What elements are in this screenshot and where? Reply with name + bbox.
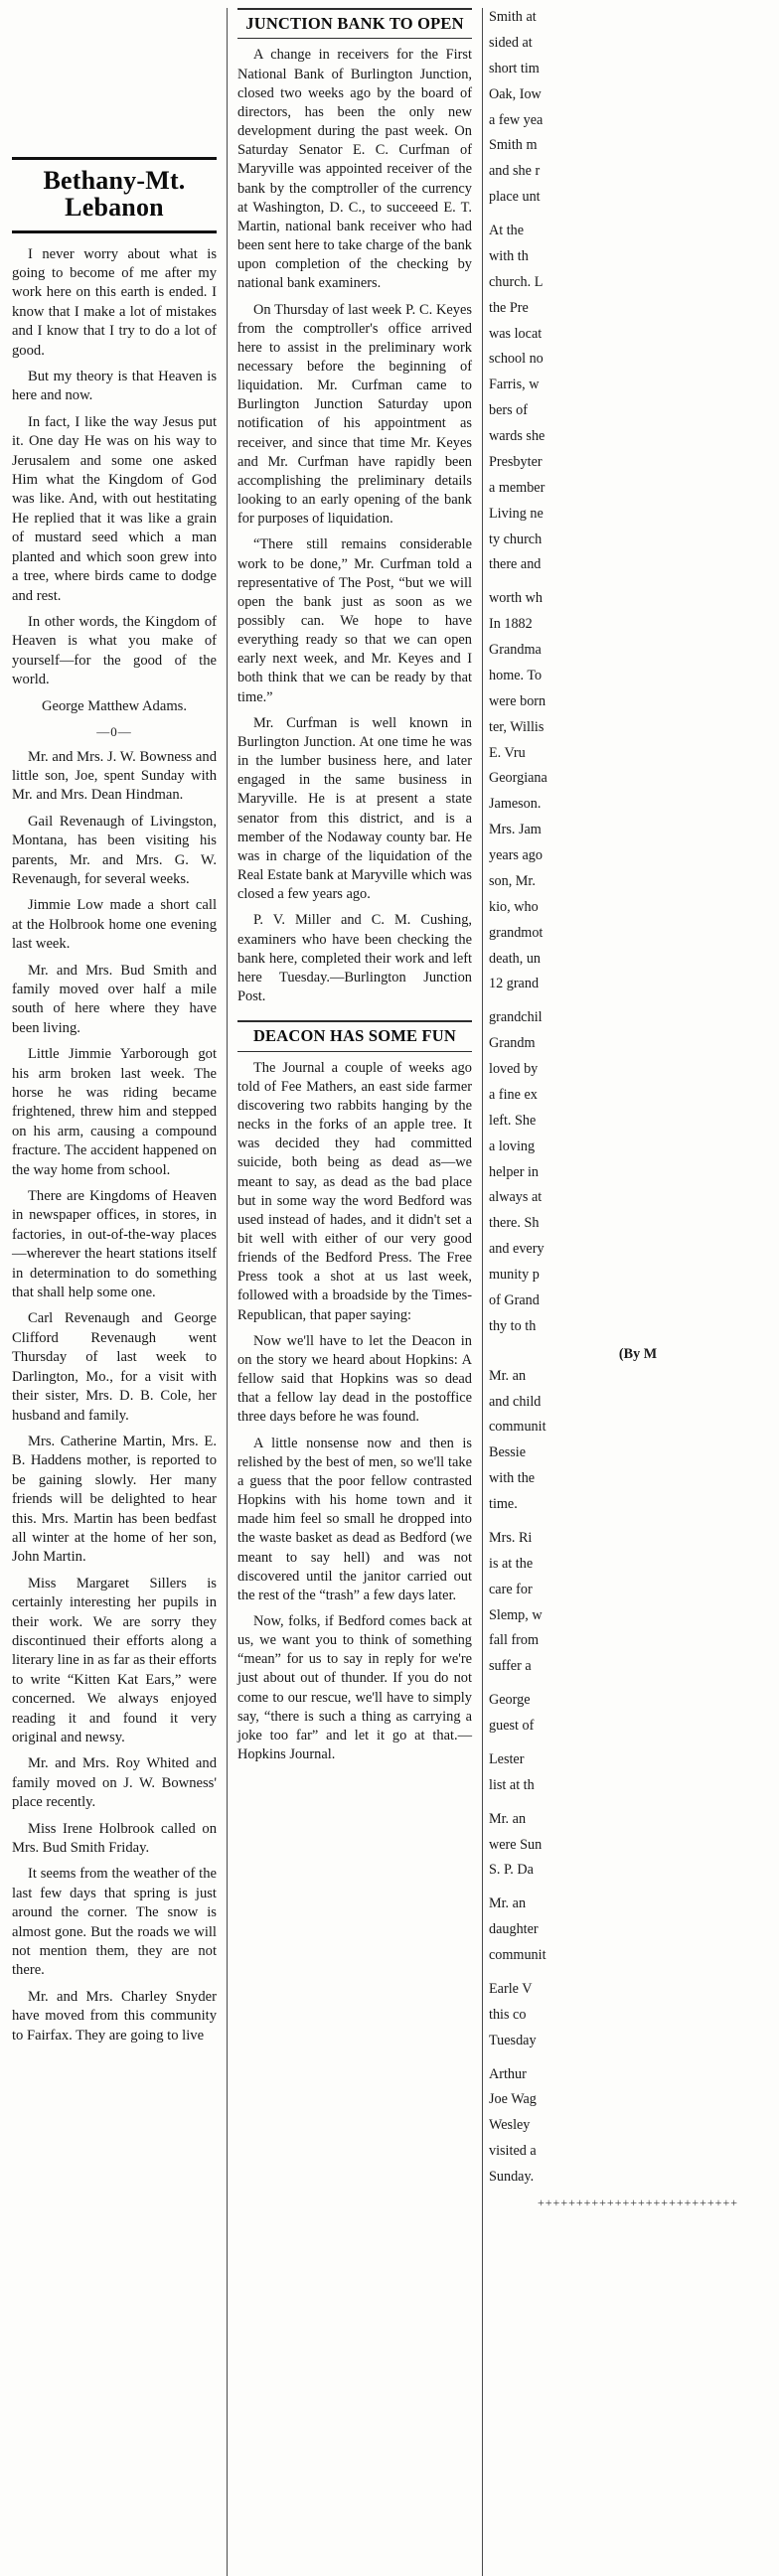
clipped-line: Living ne [489,505,544,522]
clipped-line: was locat [489,325,543,342]
headline-rule-top [237,1020,472,1022]
article-paragraph: In other words, the Kingdom of Heaven is what you make of yourself—for the good of the world. [12,613,217,688]
clipped-line: guest of [489,1718,535,1734]
clipped-line: George [489,1692,531,1709]
clipped-subhead: (By M [618,1345,658,1362]
column-center [227,8,483,2576]
spacer [489,581,773,589]
spacer [489,1802,773,1810]
article-paragraph: Mr. Curfman is well known in Burlington Junction. At one time he was in the lumber business here, and later engaged in the same business in Maryville. He is at present a state senator from this district, and is a member of the Nodaway county bar. He was in charge of the liquidation of the Real Estate bank at Maryville which was closed a few years ago. [237,714,472,903]
clipped-text-block [489,8,773,2208]
clipped-line: Wesley [489,2117,531,2134]
article-paragraph: Now, folks, if Bedford comes back at us, we want you to think of something “mean” for us to say in reply for we're just about out of thunder. If you do not come to our rescue, we'll have to simply say, “there is such a thing as carrying a joke too far” and let it go at that.—Hopkins Journal. [237,1612,472,1763]
masthead [12,157,217,233]
clipped-line: communit [489,1947,546,1963]
clipped-line: wards she [489,428,545,444]
headline-junction-bank: JUNCTION BANK TO OPEN [245,14,464,33]
clipped-line: Grandm [489,1035,536,1052]
headline-rule-bottom [237,1051,472,1052]
clipped-line: left. She [489,1112,537,1129]
article-paragraph: But my theory is that Heaven is here and now. [12,369,217,404]
clipped-line: sided at [489,34,533,51]
spacer [489,2057,773,2065]
headline-deacon-has-some-fun: DEACON HAS SOME FUN [252,1026,457,1046]
clipped-line: Farris, w [489,377,540,393]
article-paragraph: In fact, I like the way Jesus put it. One day He was on his way to Jerusalem and some one asked Him what the Kingdom of God was like. And, with out hestitating He replied that it was like a grain of mustard seed which a man planted and which soon grew into a tree, where birds came to dodge and rest. [12,413,217,604]
clipped-line: Presbyter [489,453,543,470]
clipped-line: kio, who [489,898,539,915]
clipped-line: is at the [489,1555,534,1572]
clipped-line: Earle V [489,1980,533,1997]
clipped-line: Mrs. Ri [489,1529,533,1546]
clipped-line: worth wh [489,590,543,607]
news-item: It seems from the weather of the last few days that spring is just around the corner. The snow is almost gone. But the roads we will not mention them, they are not there. [12,1866,217,1979]
clipped-line: were born [489,692,546,709]
clipped-line: Arthur [489,2065,527,2082]
news-item: Mr. and Mrs. Roy Whited and family moved on J. W. Bowness' place recently. [12,1755,217,1811]
clipped-line: helper in [489,1163,540,1180]
clipped-line: were Sun [489,1836,543,1853]
clipped-line: this co [489,2006,527,2023]
clipped-line: and every [489,1241,545,1258]
spacer [489,214,773,222]
clipped-line: munity p [489,1267,540,1283]
clipped-line: In 1882 [489,616,533,633]
clipped-line: daughter [489,1921,539,1938]
clipped-line: years ago [489,847,543,863]
news-item: Mr. and Mrs. Charley Snyder have moved from this community to Fairfax. They are going to live [12,1988,217,2044]
clipped-line: S. P. Da [489,1862,534,1879]
spacer [489,1000,773,1008]
article-paragraph: P. V. Miller and C. M. Cushing, examiners who have been checking the bank here, completed their work and left here Tuesday.—Burlington Junction Post. [237,912,472,1004]
news-item: Jimmie Low made a short call at the Holbrook home one evening last week. [12,897,217,953]
clipped-line: son, Mr. [489,872,536,889]
headline-block-deacon [237,1020,472,1051]
headline-rule-bottom [237,38,472,39]
news-item: There are Kingdoms of Heaven in newspaper offices, in stores, in factories, in out-of-the-way places—wherever the heart stations itself in determination to do something that shall help some one. [12,1188,217,1301]
clipped-line: Oak, Iow [489,85,542,102]
clipped-line: Mr. an [489,1895,527,1912]
clipped-line: Joe Wag [489,2091,537,2108]
article-paragraph: The Journal a couple of weeks ago told of Fee Mathers, an east side farmer discovering two rabbits hanging by the necks in the forks of an apple tree. It was decided they had committed suicide, both being as dead as—we meant to say, as dead as the bad place but in some way the word Bedford was used instead of hades, and it didn't set a bit well with either of our very good friends of the Bedford Press. The Free Press took a shot at us last week, followed with a broadside by the Times-Republican, that paper saying: [237,1059,472,1323]
news-item: Gail Revenaugh of Livingston, Montana, has been visiting his parents, Mr. and Mrs. G. W. Revenaugh, for several weeks. [12,813,217,887]
news-item: Miss Irene Holbrook called on Mrs. Bud Smith Friday. [12,1820,217,1857]
clipped-line: fall from [489,1632,540,1649]
news-item: Mrs. Catherine Martin, Mrs. E. B. Haddens mother, is reported to be gaining slowly. Her many friends will be delighted to hear this. Mrs. Martin has been bedfast all winter at the home of her son, John Martin. [12,1433,217,1566]
clipped-line: visited a [489,2143,537,2160]
spacer [489,1972,773,1980]
clipped-line: a loving [489,1137,536,1154]
clipped-line: place unt [489,189,541,206]
clipped-line: Smith m [489,137,538,154]
clipped-line: a few yea [489,111,544,128]
clipped-line: school no [489,351,544,368]
article-paragraph: On Thursday of last week P. C. Keyes from the comptroller's office arrived here to assist in the preliminary work necessary before the beginning of liquidation. Mr. Curfman came to Burlington Junction Saturday upon notification of his appointment as receiver, and since that time Mr. Keyes and Mr. Curfman have rapidly been accomplishing the preliminary details looking to an early opening of the bank for purposes of liquidation. [237,301,472,528]
clipped-line: bers of [489,402,529,419]
clipped-line: home. To [489,667,543,683]
news-item: Miss Margaret Sillers is certainly interesting her pupils in their work. We are sorry they discontinued their efforts along a literary line in as far as their efforts to write “Kitten Kat Ears,” were concerned. We always enjoyed reading it and found it very original and newsy. [12,1575,217,1745]
clipped-line: a fine ex [489,1086,538,1103]
clipped-line: care for [489,1581,533,1597]
clipped-line: death, un [489,950,542,967]
clipped-line: ty church [489,530,543,547]
article-paragraph: A change in receivers for the First National Bank of Burlington Junction, closed two weeks ago by the board of directors, has been the only new development during the past week. On Saturday Senator E. C. Curfman of Maryville was appointed receiver of the bank by the comptroller of the currency at Washington, D. C., to succeeed E. T. Martin, national bank receiver who had been sent here to take charge of the bank upon completion of the checking by national bank examiners. [237,47,472,292]
clipped-line: church. L [489,273,544,290]
clipped-line: the Pre [489,299,529,316]
clipped-line: of Grand [489,1291,540,1308]
clipped-line: loved by [489,1061,539,1077]
clipped-line: list at th [489,1776,535,1793]
clipped-line: Mr. an [489,1810,527,1827]
clipped-line: Smith at [489,9,537,25]
clipped-line: ter, Willis [489,718,545,735]
clipped-line: thy to th [489,1317,537,1334]
masthead-title: Bethany-Mt. Lebanon [43,166,186,223]
clipped-line: Mrs. Jam [489,822,542,838]
article-paragraph: I never worry about what is going to become of me after my work here on this earth is ended. I know that I make a lot of mistakes and I know that I try to do a lot of good. [12,245,217,359]
clipped-line: Grandma [489,642,542,658]
article-paragraph: A little nonsense now and then is relished by the best of men, so we'll take a guess that the poor fellow contrasted Hopkins with his home town and it made him feel so small he dropped into the waste basket as dead as Bedford (we meant to say hell) and was not discovered until the janitor carried out the rest of the “trash” a few days later. [237,1435,472,1603]
clipped-line: E. Vru [489,744,526,761]
clipped-line: short tim [489,60,540,76]
clipped-line: time. [489,1496,518,1512]
clipped-line: and child [489,1393,542,1410]
column-left [6,8,227,2576]
spacer [489,1743,773,1750]
spacer [489,1521,773,1529]
clipped-line: Jameson. [489,796,542,813]
news-item: Mr. and Mrs. Bud Smith and family moved over half a mile south of here where they have been living. [12,962,217,1036]
clipped-line: Sunday. [489,2169,535,2185]
spacer [489,1683,773,1691]
clipped-line: Mr. an [489,1367,527,1384]
clipped-line: always at [489,1189,543,1206]
clipped-line: a member [489,479,545,496]
article-paragraph-quote: “There still remains considerable work to be done,” Mr. Curfman told a representative of The Post, “but we will open the bank just as soon as we possibly can. We hope to have everything ready so that we can open early next week, and Mr. Keyes and I both think that we can be ready by that time.” [237,536,472,705]
headline-block-bank [237,8,472,39]
clipped-line: 12 grand [489,976,540,992]
column-right-clipped [483,8,773,2576]
clipped-line: grandmot [489,924,544,941]
clipped-line: with th [489,247,529,264]
clipped-line: with the [489,1470,536,1487]
spacer [489,1887,773,1894]
clipped-line: there. Sh [489,1215,540,1232]
clipped-line: Slemp, w [489,1606,543,1623]
news-item: Little Jimmie Yarborough got his arm broken last week. The horse he was riding became frightened, threw him and stepped on his arm, causing a compound fracture. The accident happened on the way home from school. [12,1046,217,1178]
section-divider: —0— [96,723,132,739]
news-item: Mr. and Mrs. J. W. Bowness and little son, Joe, spent Sunday with Mr. and Mrs. Dean Hindman. [12,748,217,804]
clipped-line: there and [489,556,542,573]
decorative-ornament: ++++++++++++++++++++++++++ [538,2195,738,2209]
clipped-line: Bessie [489,1444,527,1461]
news-item: Carl Revenaugh and George Clifford Revenaugh went Thursday of last week to Darlington, Mo., for a visit with their sister, Mrs. D. B. Cole, her husband and family. [12,1310,217,1424]
clipped-line: communit [489,1419,546,1436]
clipped-line: Tuesday [489,2032,537,2048]
headline-rule-top [237,8,472,10]
clipped-line: Lester [489,1750,525,1767]
article-paragraph: Now we'll have to let the Deacon in on the story we heard about Hopkins: A fellow said that Hopkins was so dead that a fellow lay dead in the postoffice three days before he was found. [237,1332,472,1426]
clipped-line: suffer a [489,1658,532,1675]
clipped-line: At the [489,223,525,238]
clipped-line: grandchil [489,1009,543,1026]
clipped-line: Georgiana [489,770,547,787]
article-signature: George Matthew Adams. [41,697,188,714]
clipped-line: and she r [489,163,541,180]
